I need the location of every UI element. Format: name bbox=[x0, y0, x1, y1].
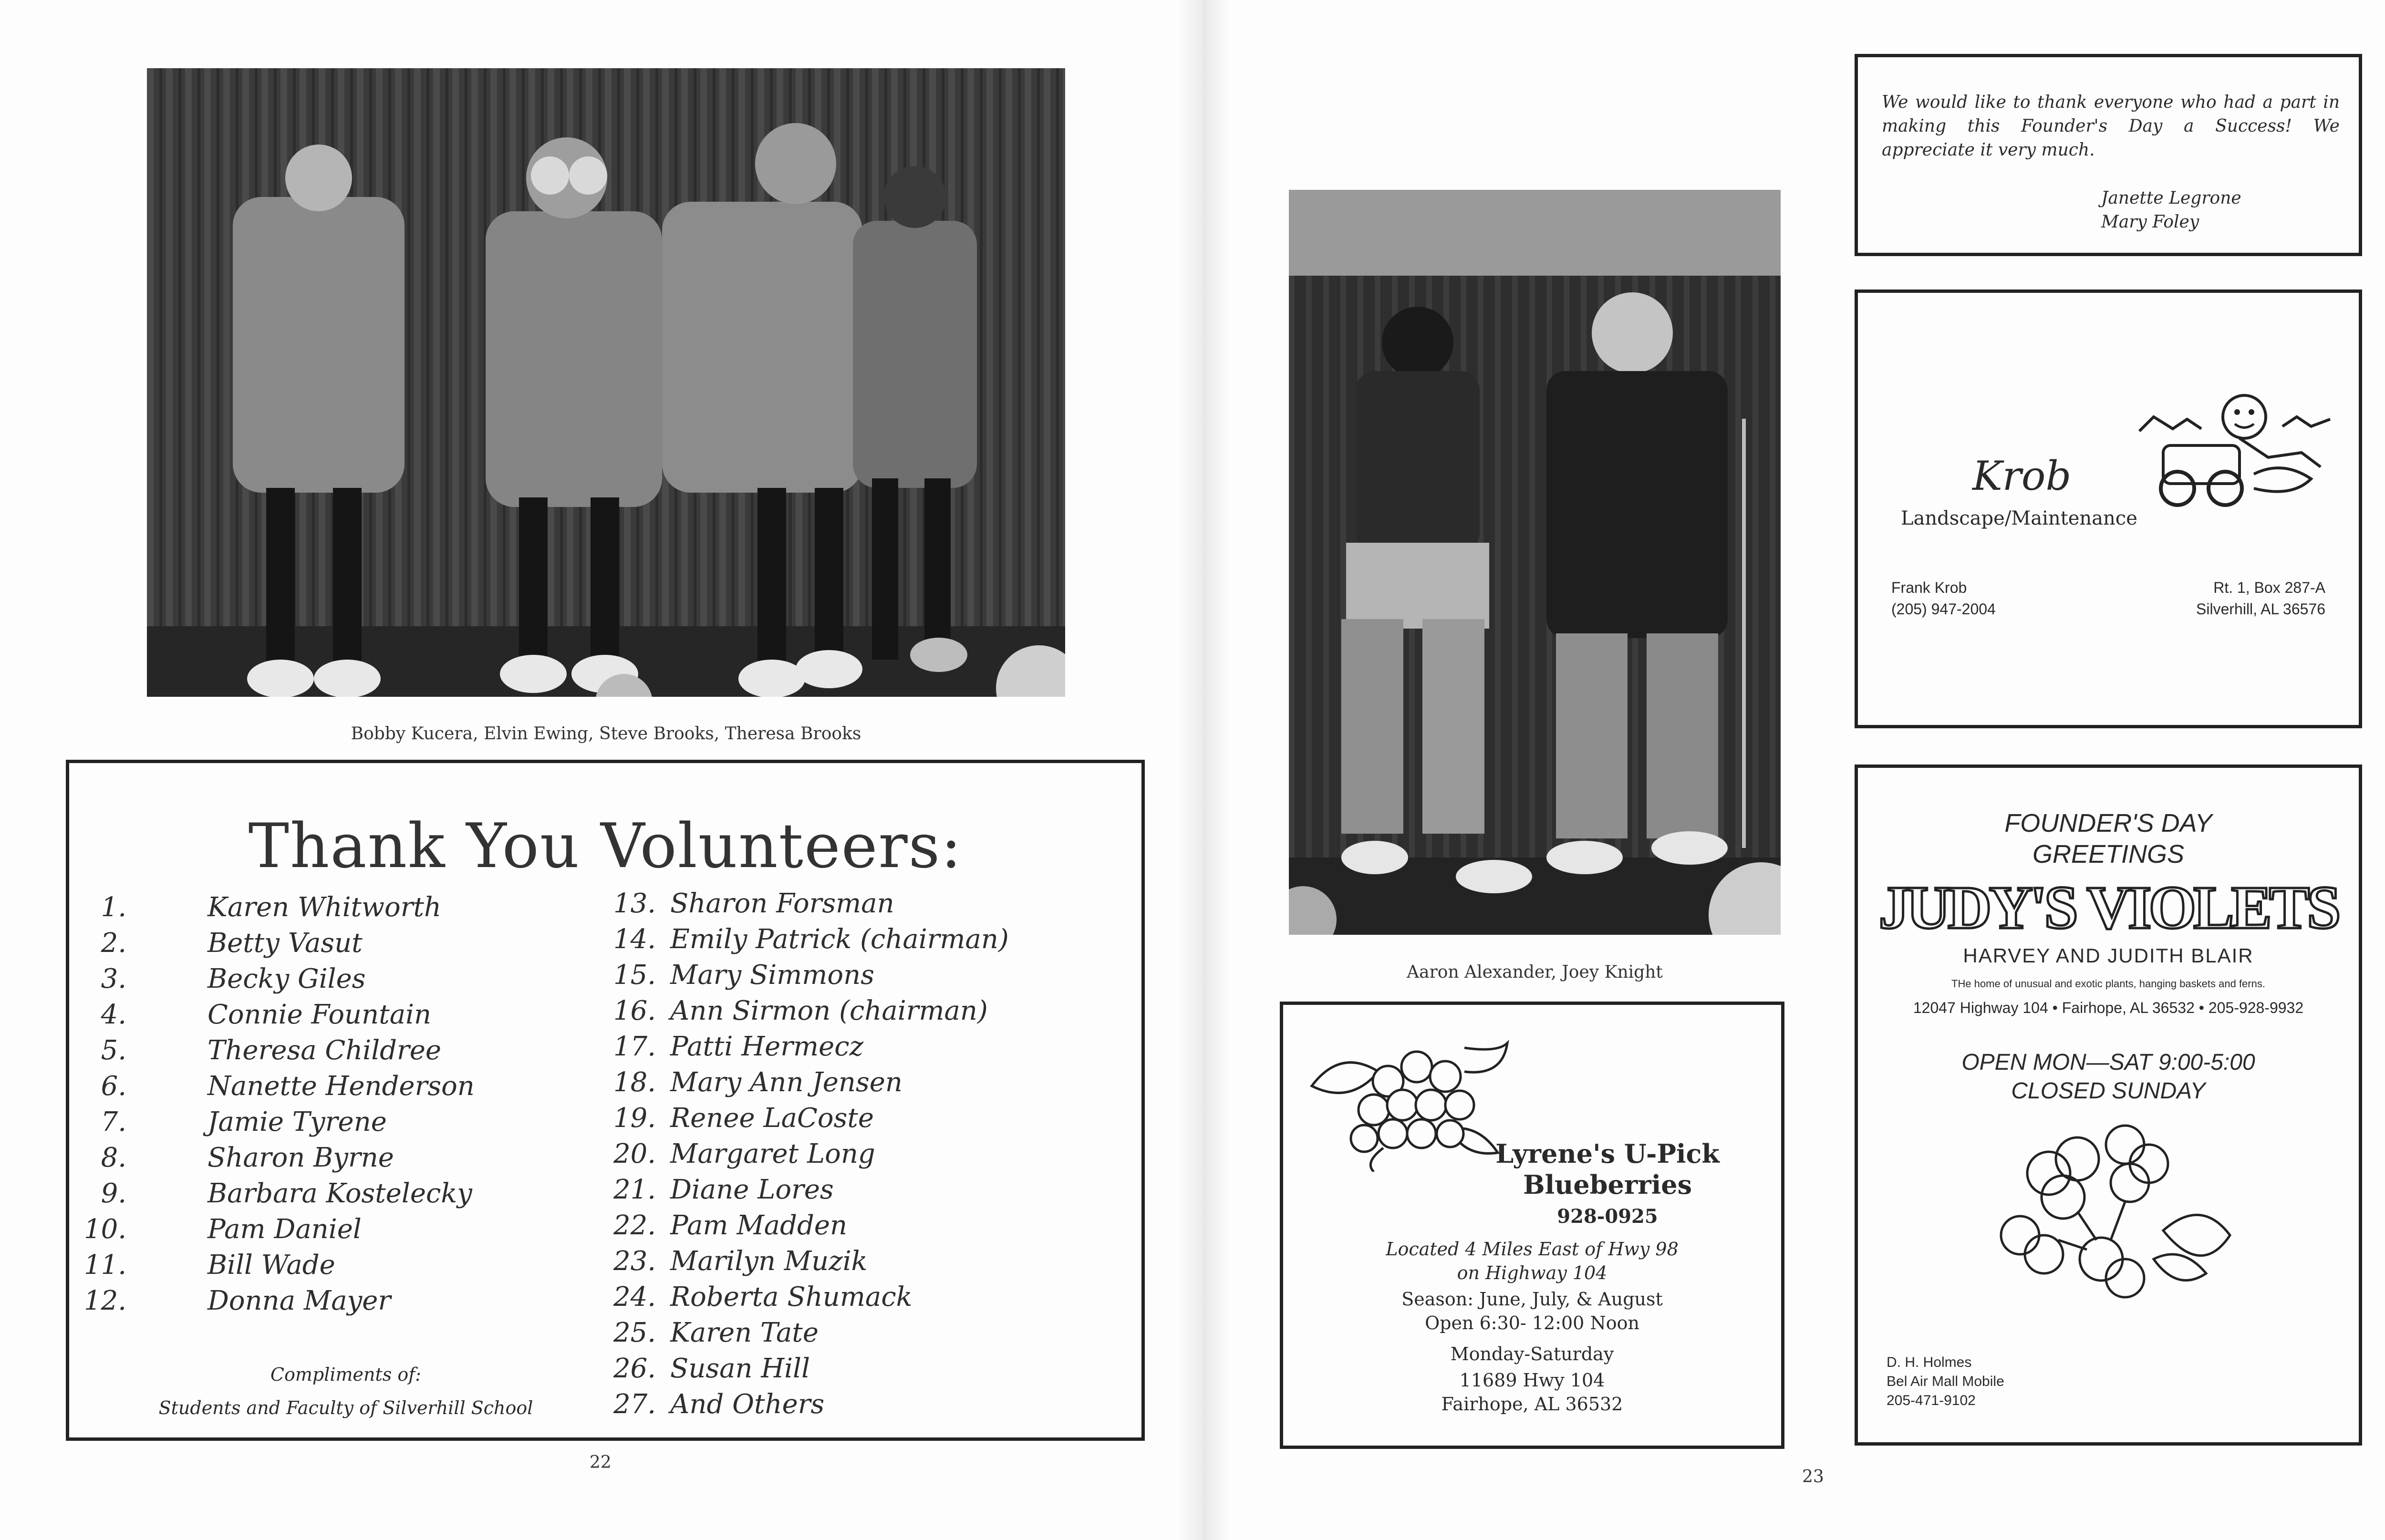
blueberry-name-1: Lyrene's U-Pick bbox=[1495, 1138, 1720, 1169]
violets-ad bbox=[1855, 765, 2362, 1446]
blueberry-address-1: 11689 Hwy 104 bbox=[1459, 1370, 1605, 1391]
page-number-right: 23 bbox=[1802, 1467, 1824, 1487]
blueberry-hours: Open 6:30- 12:00 Noon bbox=[1425, 1313, 1639, 1333]
krob-address-1: Rt. 1, Box 287-A bbox=[2213, 579, 2325, 596]
mower-logo-icon bbox=[2130, 374, 2340, 517]
krob-logo: Krob bbox=[1972, 453, 2072, 499]
krob-phone: (205) 947-2004 bbox=[1891, 600, 1996, 618]
thanks-ad bbox=[1855, 54, 2362, 256]
violets-business-name: JUDY'S VIOLETS bbox=[1878, 874, 2338, 941]
krob-owner: Frank Krob bbox=[1891, 579, 1967, 596]
thanks-message: We would like to thank everyone who had a part in making this Founder's Day a Success! We appreciate it very much. bbox=[1882, 93, 2340, 160]
signer-name: Mary Foley bbox=[2101, 212, 2199, 232]
violet-flower-icon bbox=[1982, 1116, 2240, 1316]
blueberry-location-2: on Highway 104 bbox=[1457, 1262, 1607, 1283]
violets-owners: HARVEY AND JUDITH BLAIR bbox=[1963, 944, 2254, 967]
blueberry-name-2: Blueberries bbox=[1523, 1169, 1692, 1200]
left-photo-caption: Bobby Kucera, Elvin Ewing, Steve Brooks, Theresa Brooks bbox=[351, 724, 861, 744]
blueberry-ad bbox=[1280, 1002, 1784, 1449]
skit-photo-left bbox=[147, 68, 1065, 697]
krob-service: Landscape/Maintenance bbox=[1901, 507, 2137, 529]
skit-photo-right bbox=[1289, 190, 1781, 935]
holmes-location: Bel Air Mall Mobile bbox=[1887, 1374, 2004, 1389]
greeting-line-1: FOUNDER'S DAY bbox=[2004, 809, 2212, 837]
compliments-label: Compliments of: bbox=[270, 1364, 422, 1385]
volunteers-title: Thank You Volunteers: bbox=[248, 811, 963, 882]
krob-address-2: Silverhill, AL 36576 bbox=[2196, 600, 2325, 618]
krob-ad bbox=[1855, 289, 2362, 728]
blueberry-location-1: Located 4 Miles East of Hwy 98 bbox=[1386, 1239, 1679, 1260]
volunteers-box: Thank You Volunteers: 1. Karen Whitworth 2. Betty Vasut 3. Becky Giles 4. Connie Fountain 5. Theresa Childree 6. Nanette Henderson 7. Jamie Tyrene 8. Sharon Byrne 9. Barbara Kostelecky 10. Pam Daniel 11. Bill Wade 12. Donna Mayer 13. Sharon Forsman 14. Emily Patrick (chairman) 15. Mary Simmons 16. Ann Sirmon (chairman) 17. Patti Hermecz 18. Mary Ann Jensen 19. Renee LaCoste 20. Margaret Long 21. Diane Lores 22. Pam Madden 23. Marilyn Muzik 24. Roberta Shumack 25. Karen Tate 26. Susan Hill 27. And Others Compliments of: Students and Faculty of Silverhill School bbox=[66, 760, 1145, 1441]
blueberry-phone: 928-0925 bbox=[1557, 1205, 1658, 1228]
holmes-phone: 205-471-9102 bbox=[1887, 1393, 1976, 1408]
page-gutter bbox=[1178, 0, 1231, 1540]
greeting-line-2: GREETINGS bbox=[2032, 840, 2185, 868]
blueberry-days: Monday-Saturday bbox=[1450, 1344, 1614, 1364]
blueberry-address-2: Fairhope, AL 36532 bbox=[1441, 1394, 1623, 1415]
violets-tagline: THe home of unusual and exotic plants, hanging baskets and ferns. bbox=[1951, 978, 2265, 990]
violets-address: 12047 Highway 104 • Fairhope, AL 36532 • 205-928-9932 bbox=[1913, 999, 2304, 1016]
compliments-from: Students and Faculty of Silverhill School bbox=[158, 1397, 533, 1418]
right-photo-caption: Aaron Alexander, Joey Knight bbox=[1407, 962, 1663, 982]
blueberry-season: Season: June, July, & August bbox=[1401, 1289, 1663, 1310]
violets-hours-2: CLOSED SUNDAY bbox=[2011, 1078, 2206, 1104]
violets-hours-1: OPEN MON—SAT 9:00-5:00 bbox=[1961, 1050, 2255, 1075]
signer-name: Janette Legrone bbox=[2101, 188, 2241, 208]
holmes-name: D. H. Holmes bbox=[1887, 1354, 1972, 1370]
page-number-left: 22 bbox=[590, 1453, 612, 1472]
